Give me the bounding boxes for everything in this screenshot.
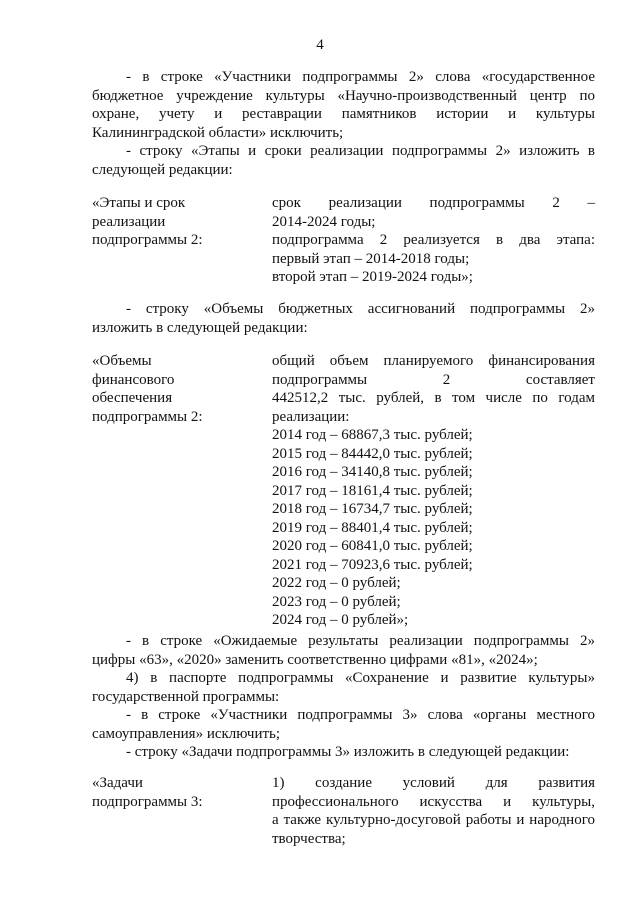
text-line: - в строке «Участники подпрограммы 2» слова «государственное	[126, 69, 595, 85]
value-line: 442512,2 тыс. рублей, в том числе по годам	[272, 390, 595, 406]
funding-value	[272, 352, 595, 630]
text-line: государственной программы:	[92, 688, 280, 705]
value-line: реализации:	[272, 408, 350, 425]
value-line: второй этап – 2019-2024 годы»;	[272, 269, 473, 285]
value-line: 1) создание условий для развития	[272, 775, 595, 791]
year-amount: 2019 год – 88401,4 тыс. рублей;	[272, 519, 473, 536]
year-amount: 2014 год – 68867,3 тыс. рублей;	[272, 427, 473, 443]
funding-label	[92, 352, 252, 426]
value-line: подпрограмма 2 реализуется в два этапа:	[272, 232, 595, 248]
paragraph-expected-results	[92, 632, 595, 669]
text-line: изложить в следующей редакции:	[92, 319, 308, 336]
page-number: 4	[316, 37, 324, 53]
year-amount: 2023 год – 0 рублей;	[272, 593, 401, 610]
text-line: - в строке «Участники подпрограммы 3» слова «органы местного	[126, 707, 595, 723]
text-line: - строку «Задачи подпрограммы 3» изложить в следующей редакции:	[126, 744, 570, 760]
paragraph-tasks-intro	[92, 743, 595, 762]
text-line: цифры «63», «2020» заменить соответственно цифрами «81», «2024»;	[92, 651, 538, 668]
label-line: подпрограммы 2:	[92, 232, 203, 248]
stages-value	[272, 194, 595, 287]
year-amount: 2021 год – 70923,6 тыс. рублей;	[272, 556, 473, 573]
text-line: следующей редакции:	[92, 161, 233, 178]
paragraph-funding-intro	[92, 300, 595, 337]
value-line: 2014-2024 годы;	[272, 213, 376, 230]
paragraph-participants-2	[92, 68, 595, 142]
year-amount: 2020 год – 60841,0 тыс. рублей;	[272, 538, 473, 554]
label-line: реализации	[92, 213, 166, 230]
year-amount: 2022 год – 0 рублей;	[272, 575, 401, 591]
year-amount: 2018 год – 16734,7 тыс. рублей;	[272, 501, 473, 517]
label-line: обеспечения	[92, 390, 173, 406]
value-line: творчества;	[272, 830, 346, 847]
label-line: «Задачи	[92, 775, 143, 791]
value-line: подпрограммы 2 составляет	[272, 371, 595, 388]
stages-label	[92, 194, 252, 250]
label-line: «Объемы	[92, 353, 152, 369]
paragraph-participants-3	[92, 706, 595, 743]
paragraph-passport-culture	[92, 669, 595, 706]
text-line: охране, учету и реставрации памятников истории и культуры	[92, 106, 595, 122]
value-line: а также культурно-досуговой работы и народного	[272, 812, 595, 828]
label-line: подпрограммы 3:	[92, 793, 203, 810]
year-amount: 2017 год – 18161,4 тыс. рублей;	[272, 482, 473, 499]
text-line: самоуправления» исключить;	[92, 725, 281, 742]
label-line: финансового	[92, 371, 175, 388]
tasks-label	[92, 774, 252, 811]
text-line: бюджетное учреждение культуры «Научно-производственный центр по	[92, 87, 595, 104]
value-line: срок реализации подпрограммы 2 –	[272, 195, 595, 211]
paragraph-stages-intro	[92, 142, 595, 179]
label-line: подпрограммы 2:	[92, 408, 203, 425]
text-line: - в строке «Ожидаемые результаты реализации подпрограммы 2»	[126, 633, 595, 649]
year-amount: 2015 год – 84442,0 тыс. рублей;	[272, 445, 473, 462]
year-amount: 2024 год – 0 рублей»;	[272, 612, 409, 628]
text-line: - строку «Объемы бюджетных ассигнований подпрограммы 2»	[126, 301, 595, 317]
value-line: общий объем планируемого финансирования	[272, 353, 595, 369]
value-line: профессионального искусства и культуры,	[272, 793, 595, 810]
value-line: первый этап – 2014-2018 годы;	[272, 250, 470, 267]
label-line: «Этапы и срок	[92, 195, 186, 211]
text-line: Калининградской области» исключить;	[92, 124, 344, 141]
text-line: - строку «Этапы и сроки реализации подпрограммы 2» изложить в	[126, 143, 595, 159]
tasks-value	[272, 774, 595, 848]
year-amount: 2016 год – 34140,8 тыс. рублей;	[272, 464, 473, 480]
text-line: 4) в паспорте подпрограммы «Сохранение и развитие культуры»	[126, 670, 595, 686]
